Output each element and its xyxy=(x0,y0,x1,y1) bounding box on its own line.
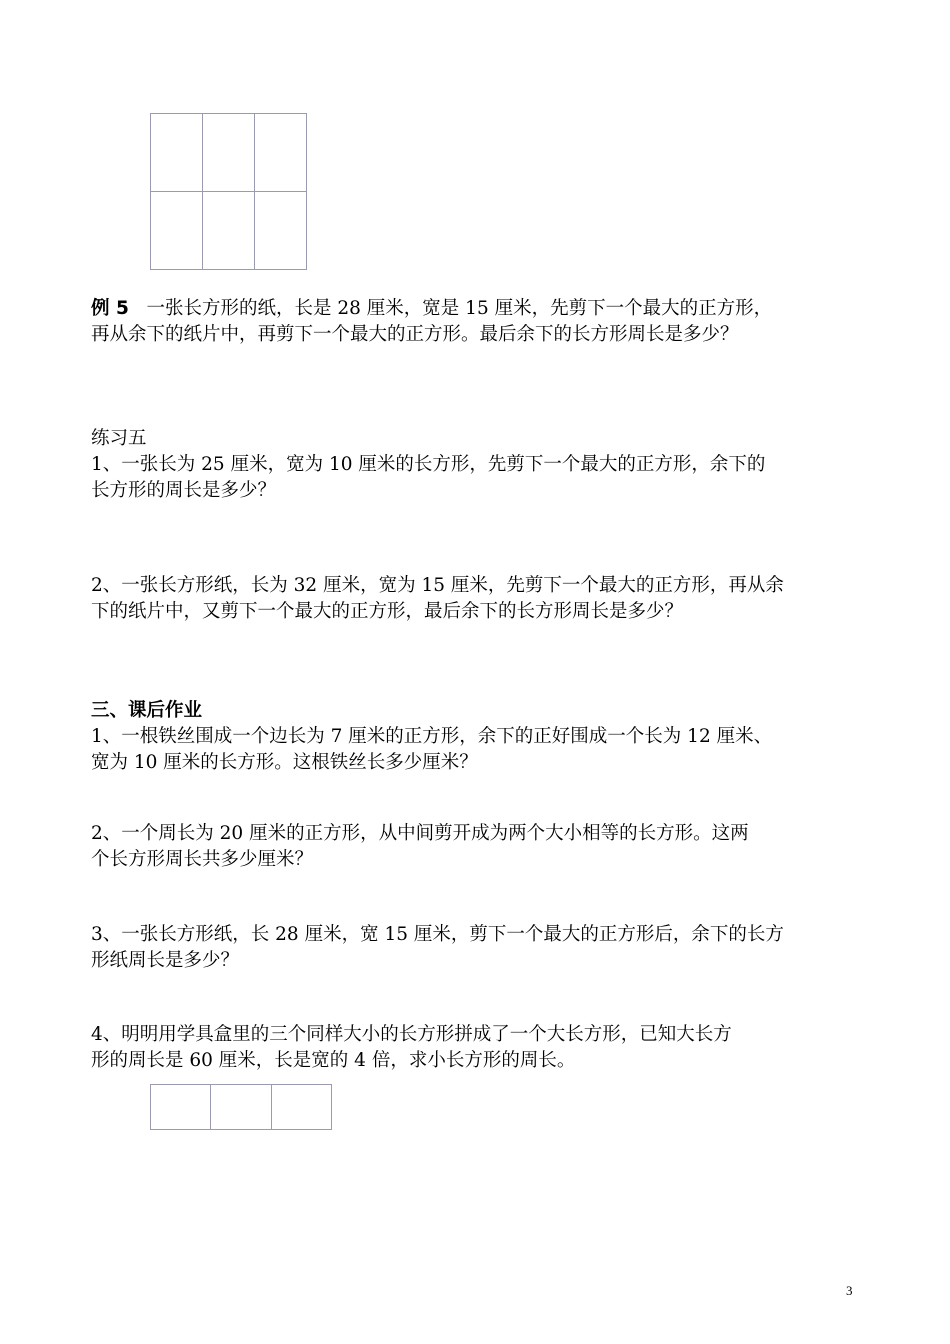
example-5-label: 例 5 xyxy=(91,298,129,319)
practice-5-q2-line-2: 下的纸片中，又剪下一个最大的正方形，最后余下的长方形周长是多少？ xyxy=(91,601,684,622)
grid-cell xyxy=(203,114,255,192)
homework-q3-line-1: 3、一张长方形纸，长 28 厘米，宽 15 厘米，剪下一个最大的正方形后，余下的长方 xyxy=(91,924,784,945)
homework-q2 xyxy=(91,821,881,873)
homework-section xyxy=(91,698,881,776)
grid-cell xyxy=(203,192,255,270)
practice-5-title: 练习五 xyxy=(91,428,147,449)
homework-q4 xyxy=(91,1022,881,1074)
homework-q1-line-2: 宽为 10 厘米的长方形。这根铁丝长多少厘米？ xyxy=(91,752,478,773)
homework-title: 三、课后作业 xyxy=(91,700,203,721)
grid-cell xyxy=(255,114,307,192)
practice-5-q2-line-1: 2、一张长方形纸，长为 32 厘米，宽为 15 厘米，先剪下一个最大的正方形，再从余 xyxy=(91,575,784,596)
small-rectangle xyxy=(272,1085,332,1130)
practice-5-q2 xyxy=(91,573,881,625)
practice-5 xyxy=(91,426,881,504)
small-rectangle xyxy=(151,1085,211,1130)
practice-5-q1-line-2: 长方形的周长是多少？ xyxy=(91,480,277,501)
homework-q4-line-1: 4、明明用学具盒里的三个同样大小的长方形拼成了一个大长方形，已知大长方 xyxy=(91,1024,732,1045)
example-5-line-2: 再从余下的纸片中，再剪下一个最大的正方形。最后余下的长方形周长是多少？ xyxy=(91,324,739,345)
homework-q1-line-1: 1、一根铁丝围成一个边长为 7 厘米的正方形，余下的正好围成一个长为 12 厘米、 xyxy=(91,726,773,747)
example-5 xyxy=(91,296,881,348)
practice-5-q1-line-1: 1、一张长为 25 厘米，宽为 10 厘米的长方形，先剪下一个最大的正方形，余下的 xyxy=(91,454,766,475)
three-rectangles-figure xyxy=(150,1084,332,1130)
grid-cell xyxy=(151,192,203,270)
grid-cell xyxy=(255,192,307,270)
homework-q3 xyxy=(91,922,881,974)
homework-q2-line-1: 2、一个周长为 20 厘米的正方形，从中间剪开成为两个大小相等的长方形。这两 xyxy=(91,823,749,844)
page-number: 3 xyxy=(846,1283,853,1298)
grid-figure-2x3 xyxy=(150,113,307,270)
example-5-text-1: 一张长方形的纸，长是 28 厘米，宽是 15 厘米，先剪下一个最大的正方形， xyxy=(146,298,773,319)
homework-q4-line-2: 形的周长是 60 厘米，长是宽的 4 倍，求小长方形的周长。 xyxy=(91,1050,576,1071)
small-rectangle xyxy=(211,1085,271,1130)
grid-cell xyxy=(151,114,203,192)
example-5-line-1 xyxy=(91,296,881,322)
homework-q2-line-2: 个长方形周长共多少厘米？ xyxy=(91,849,314,870)
homework-q3-line-2: 形纸周长是多少？ xyxy=(91,950,240,971)
